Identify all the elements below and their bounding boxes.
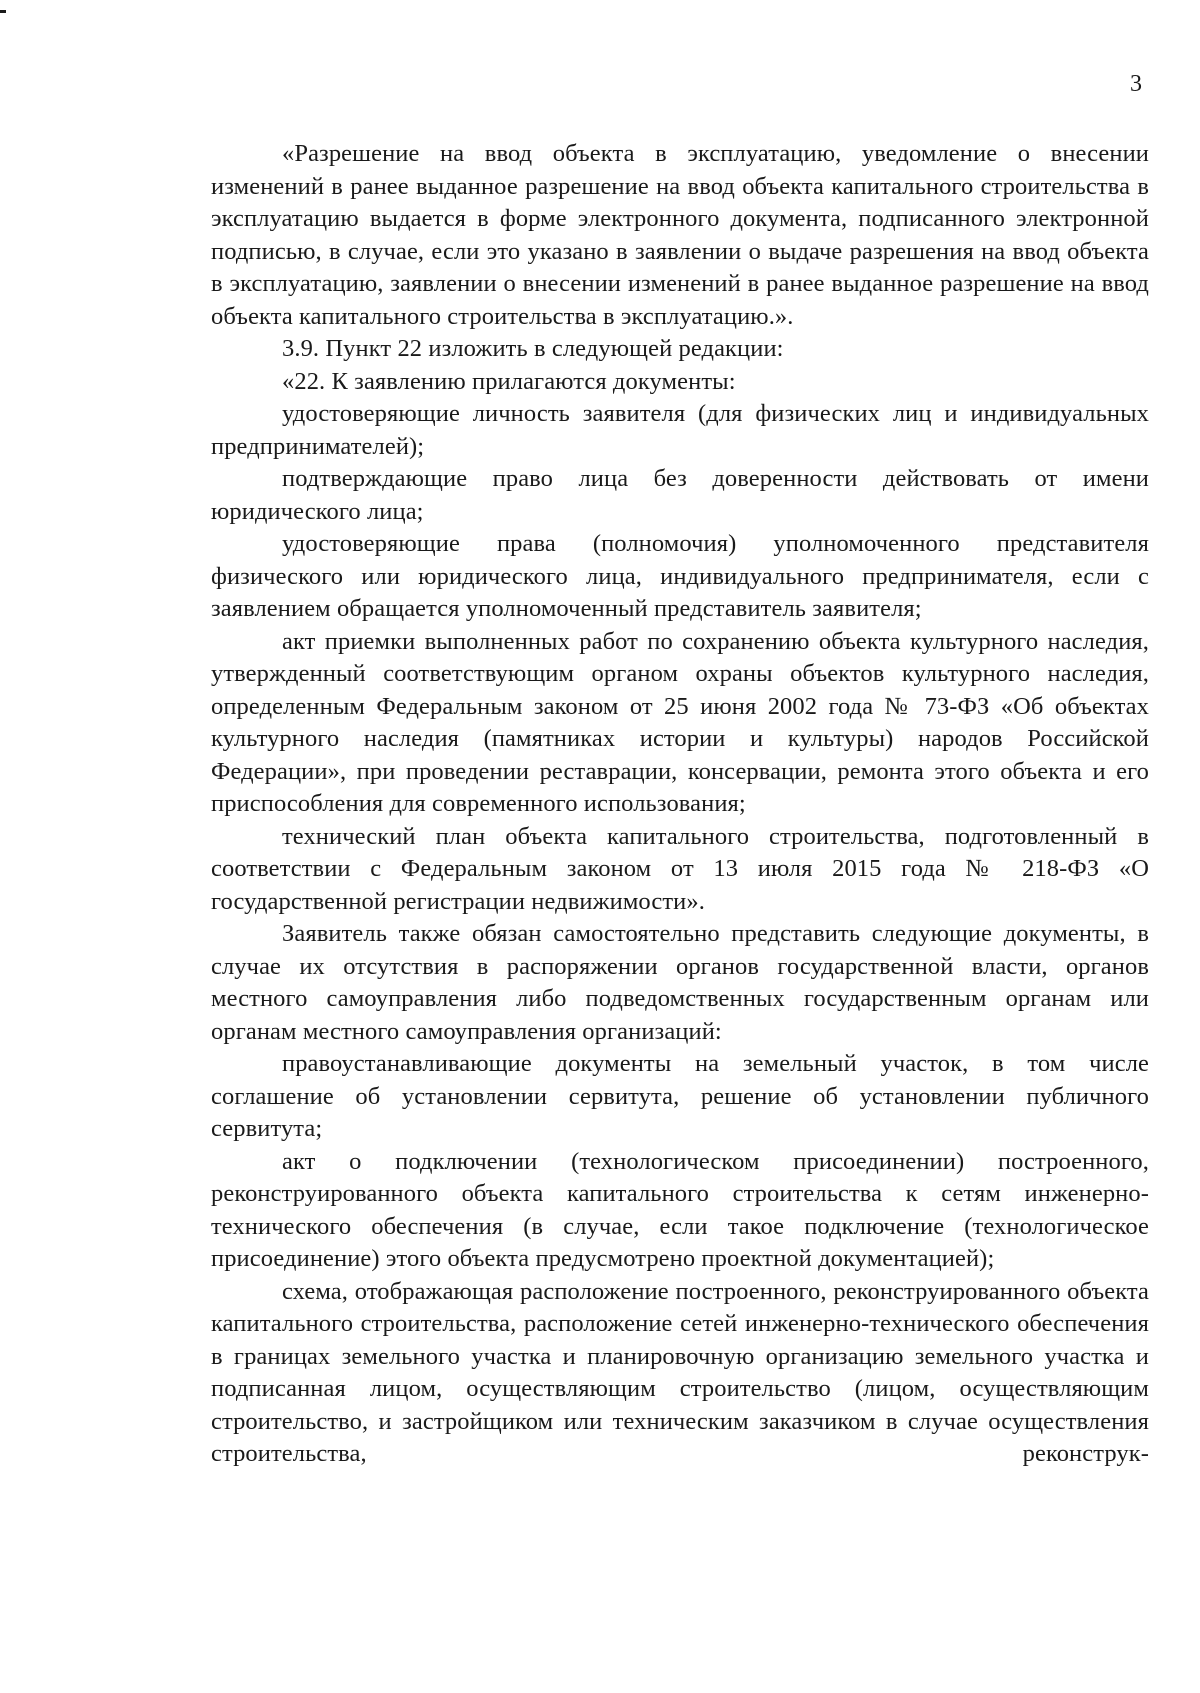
paragraph-identity-documents: удостоверяющие личность заявителя (для физических лиц и индивидуальных предпринимателей); <box>211 400 1149 460</box>
paragraph-representative-powers: удостоверяющие права (полномочия) уполномоченного представителя физического или юридического лица, индивидуального предпринимателя, если с заявлением обращается уполномоченный представитель заявителя; <box>211 530 1149 622</box>
paragraph-clause-3-9: 3.9. Пункт 22 изложить в следующей редакции: <box>282 335 784 362</box>
paragraph-cultural-heritage-act: акт приемки выполненных работ по сохранению объекта культурного наследия, утвержденный соответствующим органом охраны объектов культурного наследия, определенным Федеральным законом от 25 июня 2002 года № 73-ФЗ «Об объектах культурного наследия (памятниках истории и культуры) народов Российской Федерации», при проведении реставрации, консервации, ремонта этого объекта и его приспособления для современного использования; <box>211 627 1149 817</box>
paragraph-technical-plan: технический план объекта капитального строительства, подготовленный в соответствии с Федеральным законом от 13 июля 2015 года № 218-ФЗ «О государственной регистрации недвижимости». <box>211 822 1149 915</box>
paragraph-connection-act: акт о подключении (технологическом присоединении) построенного, реконструированного объекта капитального строительства к сетям инженерно-технического обеспечения (в случае, если такое подключение (технологическое присоединение) этого объекта предусмотрено проектной документацией); <box>211 1147 1149 1272</box>
paragraph-permit-electronic-form: «Разрешение на ввод объекта в эксплуатацию, уведомление о внесении изменений в ранее выданное разрешение на ввод объекта капитального строительства в эксплуатацию выдается в форме электронного документа, подписанного электронной подписью, в случае, если это указано в заявлении о выдаче разрешения на ввод объекта в эксплуатацию, заявлении о внесении изменений в ранее выданное разрешение на ввод объекта капитального строительства в эксплуатацию.». <box>211 140 1149 330</box>
page-number: 3 <box>1130 71 1142 97</box>
scan-mark <box>0 10 6 13</box>
paragraph-applicant-obligation: Заявитель также обязан самостоятельно представить следующие документы, в случае их отсутствия в распоряжении органов государственной власти, органов местного самоуправления либо подведомственных государственным органам или органам местного самоуправления организаций: <box>211 920 1149 1045</box>
paragraph-authority-without-proxy: подтверждающие право лица без доверенности действовать от имени юридического лица; <box>211 465 1149 525</box>
document-body <box>211 138 1149 1471</box>
paragraph-land-title-documents: правоустанавливающие документы на земельный участок, в том числе соглашение об установлении сервитута, решение об установлении публичного сервитута; <box>211 1050 1149 1142</box>
paragraph-location-scheme: схема, отображающая расположение построенного, реконструированного объекта капитального строительства, расположение сетей инженерно-технического обеспечения в границах земельного участка и планировочную организацию земельного участка и подписанная лицом, осуществляющим строительство (лицом, осуществляющим строительство, и застройщиком или техническим заказчиком в случае осуществления строительства, реконструк- <box>211 1277 1149 1467</box>
paragraph-item-22-intro: «22. К заявлению прилагаются документы: <box>282 367 736 395</box>
